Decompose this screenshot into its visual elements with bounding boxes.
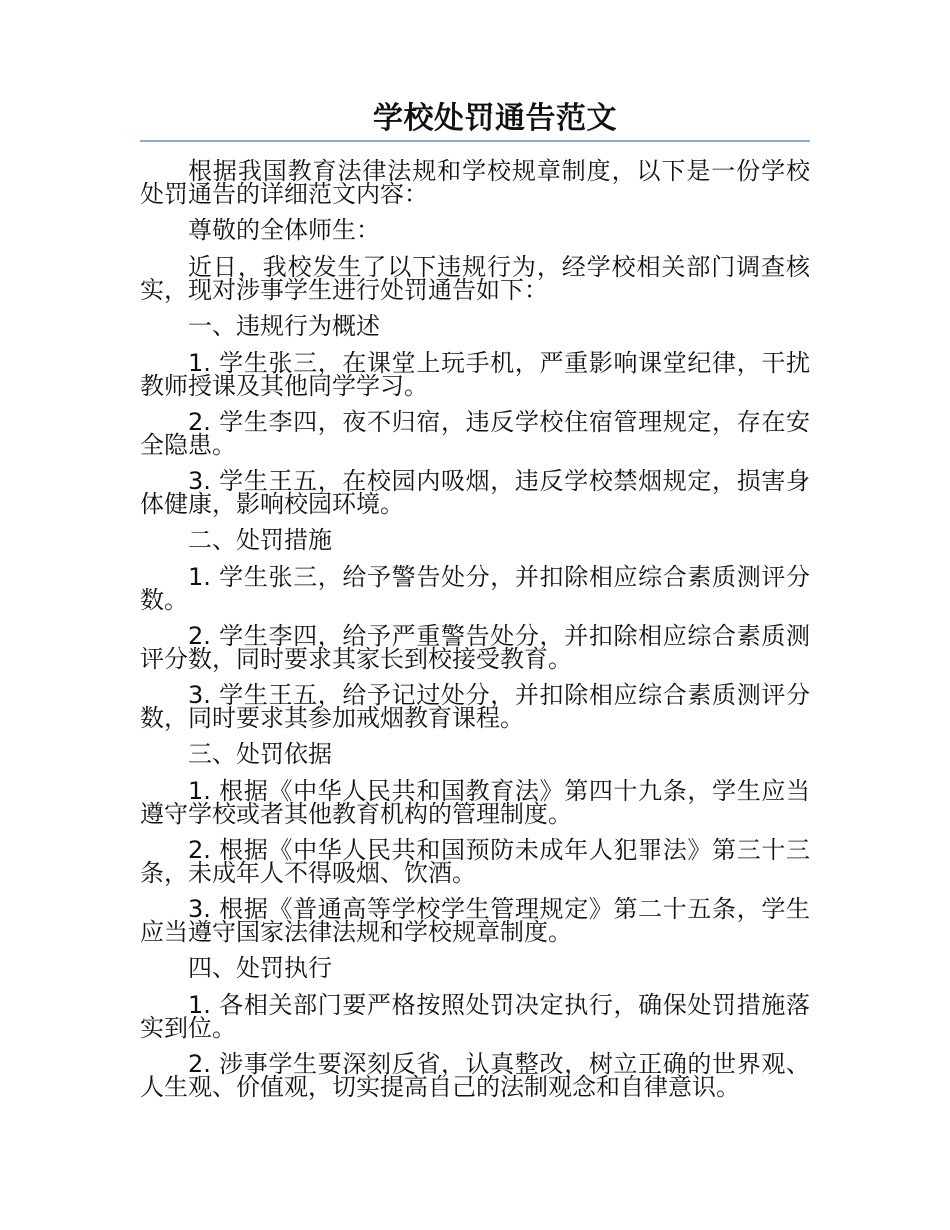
section-heading-violations: 一、违规行为概述: [188, 312, 380, 340]
execution-item-2: 2. 涉事学生要深刻反省，认真整改，树立正确的世界观、人生观、价值观，切实提高自己的法制观念和自律意识。: [140, 1050, 810, 1101]
section-heading-measures: 二、处罚措施: [188, 526, 332, 554]
notice-paragraph: 近日，我校发生了以下违规行为，经学校相关部门调查核实，现对涉事学生进行处罚通告如下：: [140, 253, 810, 304]
document-title: 学校处罚通告范文: [373, 101, 617, 136]
violation-item-1: 1. 学生张三，在课堂上玩手机，严重影响课堂纪律，干扰教师授课及其他同学学习。: [140, 349, 810, 400]
section-heading-basis: 三、处罚依据: [188, 740, 332, 768]
intro-paragraph: 根据我国教育法律法规和学校规章制度，以下是一份学校处罚通告的详细范文内容：: [140, 157, 810, 208]
violation-item-2: 2. 学生李四，夜不归宿，违反学校住宿管理规定，存在安全隐患。: [140, 408, 810, 459]
section-heading-execution: 四、处罚执行: [188, 954, 332, 982]
basis-item-1: 1. 根据《中华人民共和国教育法》第四十九条，学生应当遵守学校或者其他教育机构的管理制度。: [140, 777, 810, 828]
measure-item-3: 3. 学生王五，给予记过处分，并扣除相应综合素质测评分数，同时要求其参加戒烟教育课程。: [140, 681, 810, 732]
basis-item-3: 3. 根据《普通高等学校学生管理规定》第二十五条，学生应当遵守国家法律法规和学校规章制度。: [140, 895, 810, 946]
document-body: [140, 157, 810, 1112]
basis-item-2: 2. 根据《中华人民共和国预防未成年人犯罪法》第三十三条，未成年人不得吸烟、饮酒。: [140, 836, 810, 887]
violation-item-3: 3. 学生王五，在校园内吸烟，违反学校禁烟规定，损害身体健康，影响校园环境。: [140, 467, 810, 518]
title-block: [140, 100, 810, 142]
salutation: 尊敬的全体师生：: [188, 216, 380, 244]
execution-item-1: 1. 各相关部门要严格按照处罚决定执行，确保处罚措施落实到位。: [140, 991, 810, 1042]
measure-item-1: 1. 学生张三，给予警告处分，并扣除相应综合素质测评分数。: [140, 563, 810, 614]
measure-item-2: 2. 学生李四，给予严重警告处分，并扣除相应综合素质测评分数，同时要求其家长到校接受教育。: [140, 622, 810, 673]
